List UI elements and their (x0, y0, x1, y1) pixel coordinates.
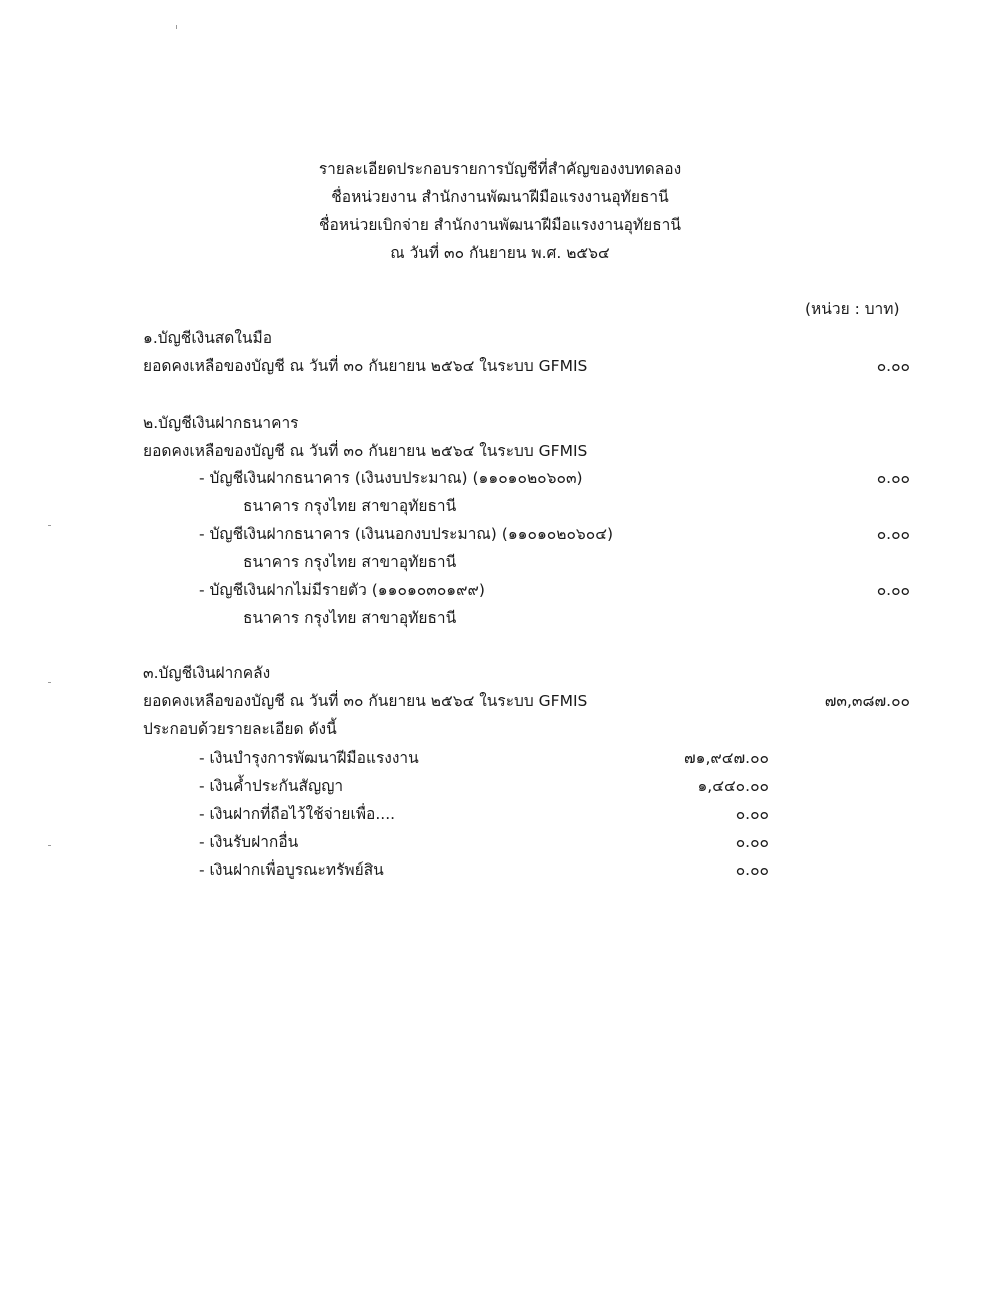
disbursing-unit-name: ชื่อหน่วยเบิกจ่าย สำนักงานพัฒนาฝีมือแรงงานอุทัยธานี (318, 216, 681, 234)
section2-item-value: ๐.๐๐ (876, 581, 910, 599)
scan-mark (48, 682, 51, 683)
scan-mark (48, 845, 51, 846)
section3-detail-label: ประกอบด้วยรายละเอียด ดังนี้ (143, 720, 337, 738)
section2-item-value: ๐.๐๐ (876, 469, 910, 487)
section3-item-label: - เงินฝากที่ถือไว้ใช้จ่ายเพื่อ.... (199, 805, 396, 823)
agency-name: ชื่อหน่วยงาน สำนักงานพัฒนาฝีมือแรงงานอุทัยธานี (331, 188, 669, 206)
section1-balance-label: ยอดคงเหลือของบัญชี ณ วันที่ ๓๐ กันยายน ๒๕๖๔ ในระบบ GFMIS (143, 357, 588, 375)
section2-title: ๒.บัญชีเงินฝากธนาคาร (143, 414, 299, 432)
report-title: รายละเอียดประกอบรายการบัญชีที่สำคัญของงบทดลอง (318, 160, 682, 178)
section1-title: ๑.บัญชีเงินสดในมือ (143, 329, 273, 347)
report-date: ณ วันที่ ๓๐ กันยายน พ.ศ. ๒๕๖๔ (390, 244, 610, 262)
section3-title: ๓.บัญชีเงินฝากคลัง (143, 664, 271, 682)
scan-mark (48, 525, 51, 526)
section3-item-label: - เงินรับฝากอื่น (199, 833, 299, 851)
section1-balance-value: ๐.๐๐ (876, 357, 910, 375)
section3-item-value: ๐.๐๐ (735, 833, 769, 851)
section2-item-bank: ธนาคาร กรุงไทย สาขาอุทัยธานี (243, 609, 457, 627)
section2-item-label: - บัญชีเงินฝากธนาคาร (เงินงบประมาณ) (๑๑๐๑๐๒๐๖๐๓) (199, 469, 583, 487)
section3-item-value: ๗๑,๙๔๗.๐๐ (683, 749, 769, 767)
section3-item-value: ๐.๐๐ (735, 861, 769, 879)
section2-item-bank: ธนาคาร กรุงไทย สาขาอุทัยธานี (243, 553, 457, 571)
section3-balance-label: ยอดคงเหลือของบัญชี ณ วันที่ ๓๐ กันยายน ๒๕๖๔ ในระบบ GFMIS (143, 692, 588, 710)
section2-item-value: ๐.๐๐ (876, 525, 910, 543)
section3-item-value: ๑,๔๔๐.๐๐ (697, 777, 769, 795)
section3-balance-value: ๗๓,๓๘๗.๐๐ (824, 692, 910, 710)
section3-item-value: ๐.๐๐ (735, 805, 769, 823)
unit-label: (หน่วย : บาท) (805, 300, 900, 318)
section3-item-label: - เงินฝากเพื่อบูรณะทรัพย์สิน (199, 861, 384, 879)
section3-item-label: - เงินบำรุงการพัฒนาฝีมือแรงงาน (199, 749, 419, 767)
section3-item-label: - เงินค้ำประกันสัญญา (199, 777, 344, 795)
section2-item-label: - บัญชีเงินฝากไม่มีรายตัว (๑๑๐๑๐๓๐๑๙๙) (199, 581, 485, 599)
scan-mark (176, 25, 177, 29)
section2-item-bank: ธนาคาร กรุงไทย สาขาอุทัยธานี (243, 497, 457, 515)
section2-balance-label: ยอดคงเหลือของบัญชี ณ วันที่ ๓๐ กันยายน ๒๕๖๔ ในระบบ GFMIS (143, 442, 588, 460)
section2-item-label: - บัญชีเงินฝากธนาคาร (เงินนอกงบประมาณ) (๑๑๐๑๐๒๐๖๐๔) (199, 525, 614, 543)
